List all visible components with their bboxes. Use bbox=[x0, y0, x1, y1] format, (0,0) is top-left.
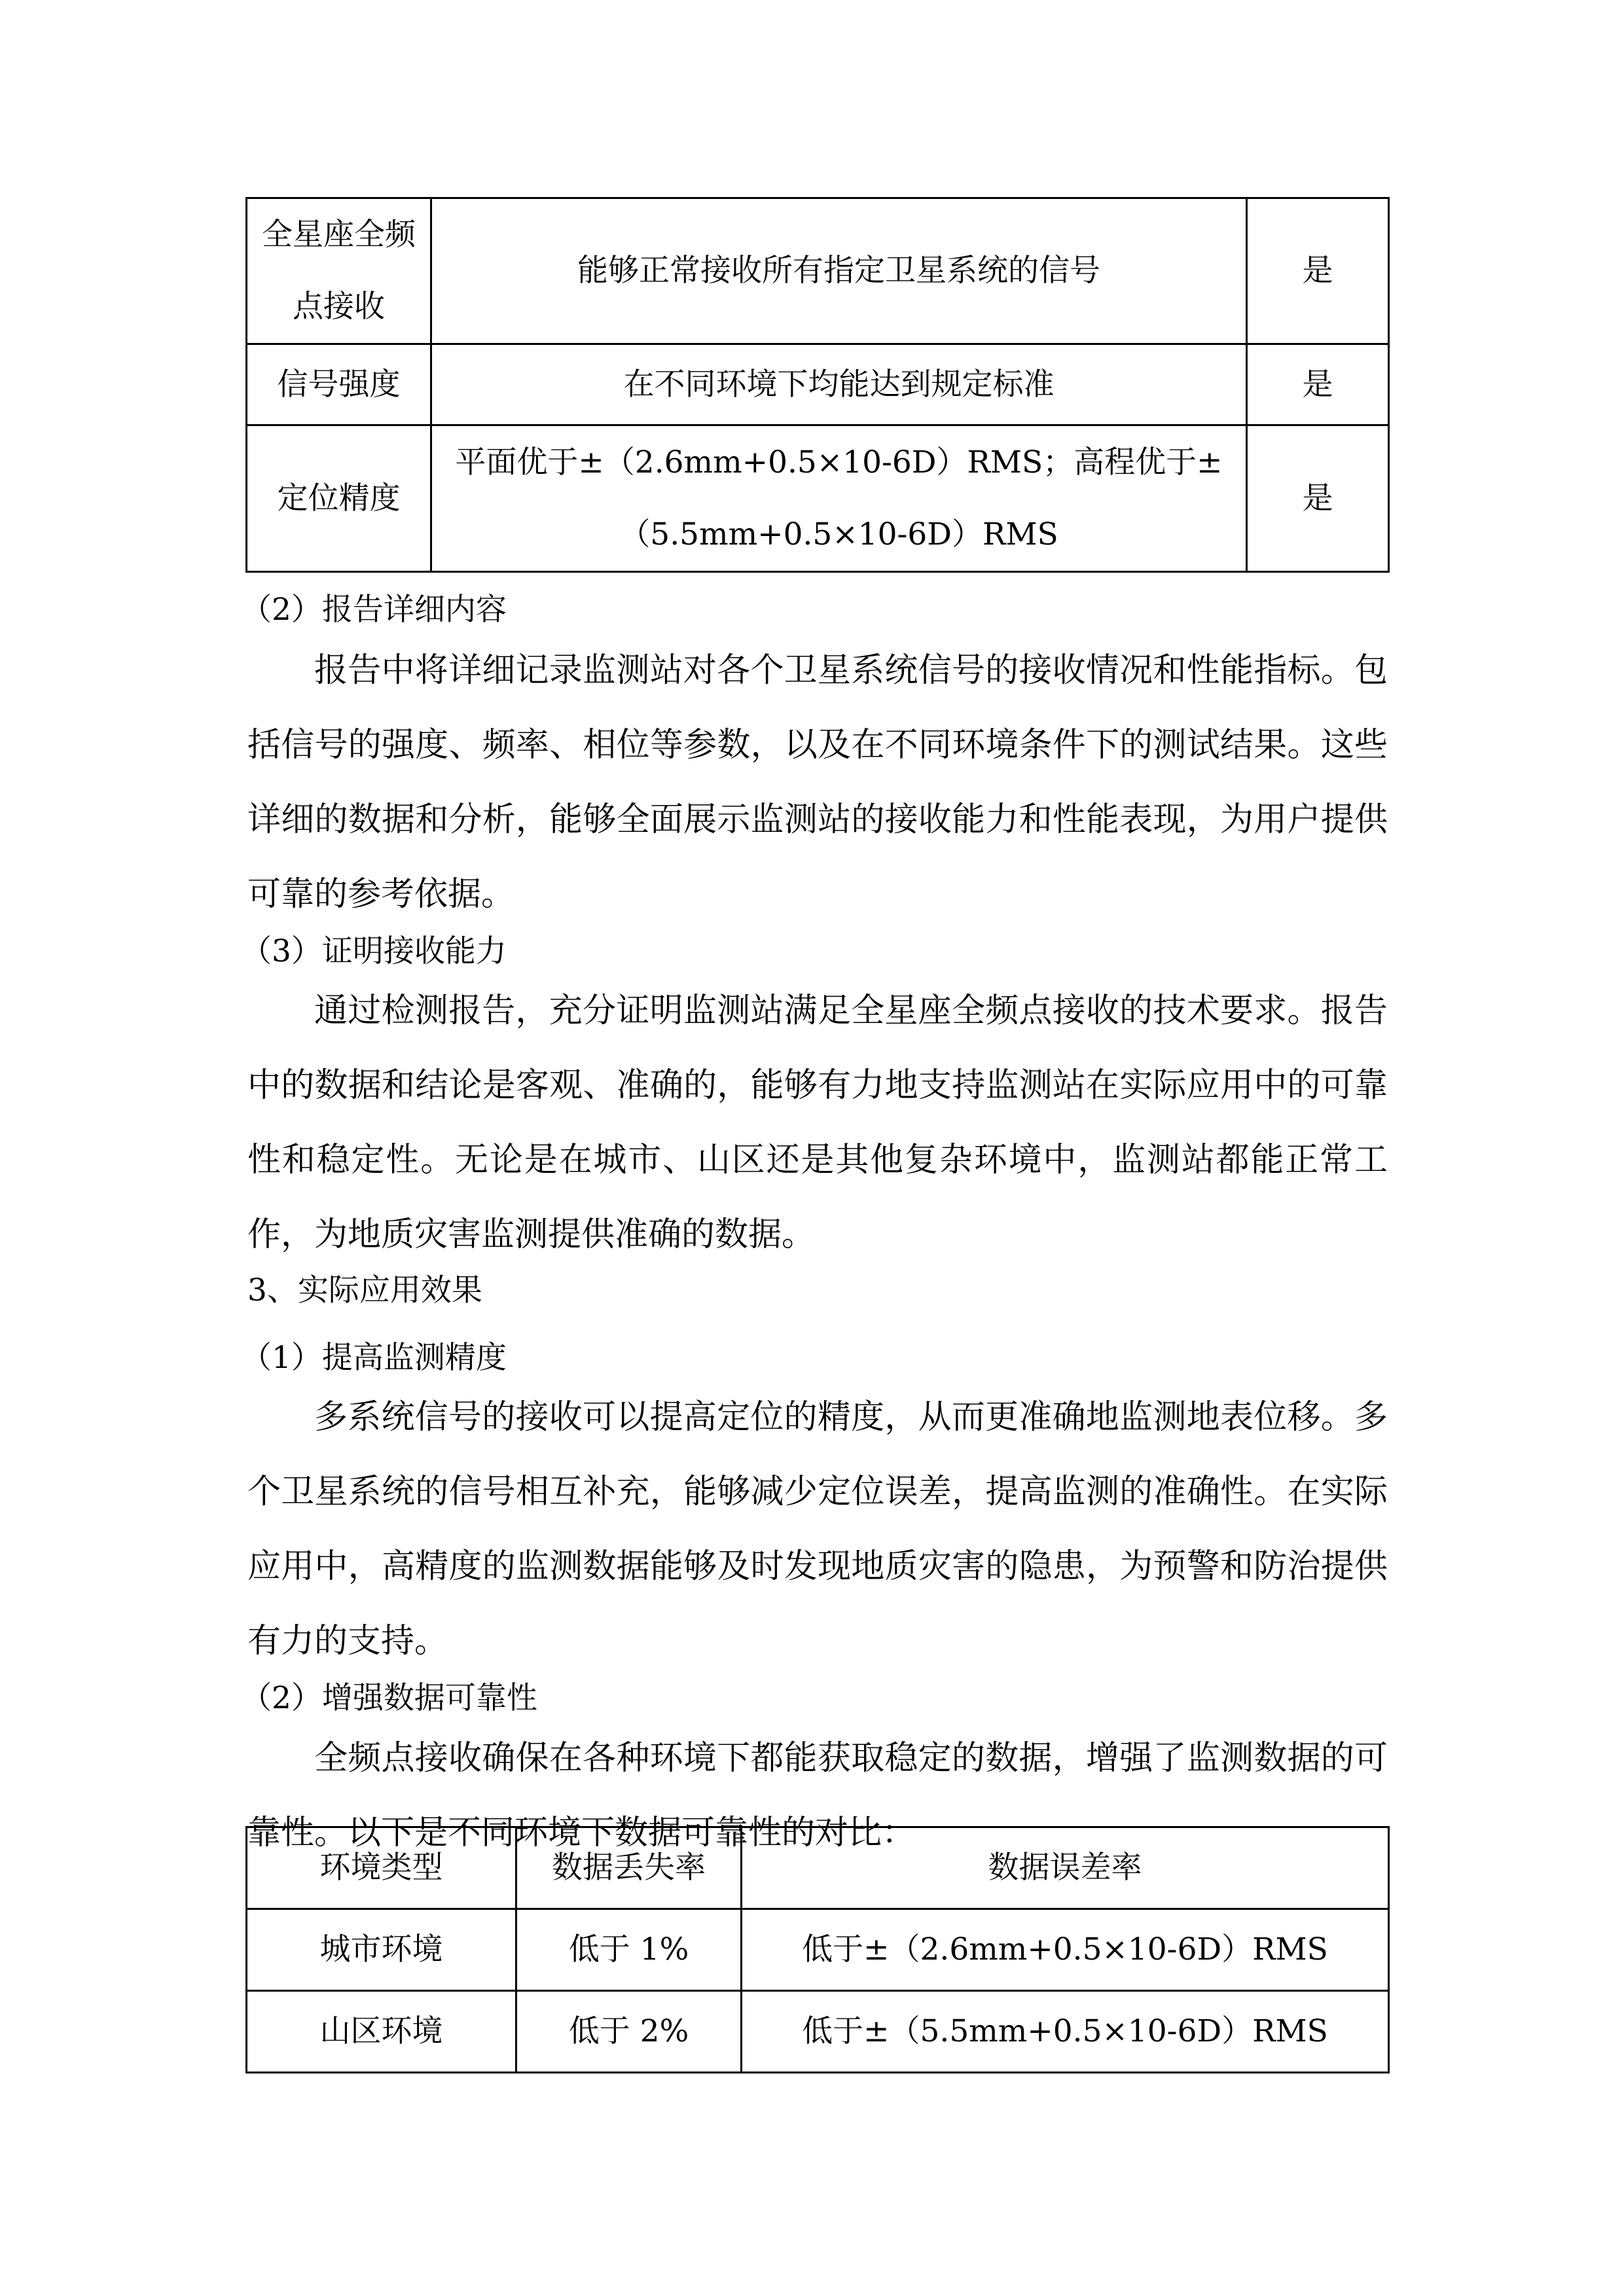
table-header-cell: 环境类型 bbox=[247, 1827, 516, 1909]
table-cell: 低于 2% bbox=[516, 1991, 742, 2073]
table-cell-item bbox=[247, 198, 431, 344]
table-cell-description bbox=[431, 198, 1247, 344]
table-cell: 山区环境 bbox=[247, 1991, 516, 2073]
table-cell: 低于±（2.6mm+0.5×10-6D）RMS bbox=[742, 1909, 1389, 1991]
section-body-precision bbox=[247, 1380, 1388, 1679]
section-body-report-detail bbox=[247, 634, 1388, 932]
table-cell-description bbox=[431, 425, 1247, 572]
section-heading-reliability: （2）增强数据可靠性 bbox=[241, 1680, 537, 1716]
reliability-comparison-table bbox=[245, 1826, 1390, 2073]
cell-line: （5.5mm+0.5×10-6D）RMS bbox=[619, 516, 1058, 552]
section-heading-application: 3、实际应用效果 bbox=[247, 1272, 482, 1308]
test-results-table bbox=[245, 197, 1390, 573]
cell-line: 定位精度 bbox=[277, 480, 401, 516]
section-heading-precision: （1）提高监测精度 bbox=[241, 1340, 507, 1376]
paragraph: 通过检测报告，充分证明监测站满足全星座全频点接收的技术要求。报告中的数据和结论是客观、准确的，能够有力地支持监测站在实际应用中的可靠性和稳定性。无论是在城市、山区还是其他复杂环境中，监测站都能正常工作，为地质灾害监测提供准确的数据。 bbox=[247, 992, 1388, 1254]
table-cell-item bbox=[247, 344, 431, 425]
cell-line: 在不同环境下均能达到规定标准 bbox=[623, 366, 1055, 403]
cell-line: 全星座全频 bbox=[262, 217, 416, 253]
table-cell-result: 是 bbox=[1247, 198, 1389, 344]
table-header-cell: 数据丢失率 bbox=[516, 1827, 742, 1909]
section-heading-proof: （3）证明接收能力 bbox=[241, 933, 507, 969]
table-cell: 低于 1% bbox=[516, 1909, 742, 1991]
section-body-proof bbox=[247, 974, 1388, 1272]
table-cell: 低于±（5.5mm+0.5×10-6D）RMS bbox=[742, 1991, 1389, 2073]
table-row bbox=[247, 198, 1389, 344]
cell-line: 信号强度 bbox=[277, 366, 401, 403]
cell-line: 点接收 bbox=[293, 289, 385, 325]
paragraph: 多系统信号的接收可以提高定位的精度，从而更准确地监测地表位移。多个卫星系统的信号相互补充，能够减少定位误差，提高监测的准确性。在实际应用中，高精度的监测数据能够及时发现地质灾害的隐患，为预警和防治提供有力的支持。 bbox=[247, 1398, 1388, 1660]
cell-line: 平面优于±（2.6mm+0.5×10-6D）RMS；高程优于± bbox=[455, 444, 1223, 480]
table-row bbox=[247, 425, 1389, 572]
table-header-row bbox=[247, 1827, 1389, 1909]
table-cell-item bbox=[247, 425, 431, 572]
paragraph: 全频点接收确保在各种环境下都能获取稳定的数据，增强了监测数据的可靠性。以下是不同环境下数据可靠性的对比： bbox=[247, 1739, 1388, 1852]
table-cell-result: 是 bbox=[1247, 425, 1389, 572]
table-row bbox=[247, 1991, 1389, 2073]
table-cell-result: 是 bbox=[1247, 344, 1389, 425]
paragraph: 报告中将详细记录监测站对各个卫星系统信号的接收情况和性能指标。包括信号的强度、频率、相位等参数，以及在不同环境条件下的测试结果。这些详细的数据和分析，能够全面展示监测站的接收能力和性能表现，为用户提供可靠的参考依据。 bbox=[247, 651, 1388, 914]
table-cell-description bbox=[431, 344, 1247, 425]
table-row bbox=[247, 1909, 1389, 1991]
section-heading-report-detail: （2）报告详细内容 bbox=[241, 592, 507, 628]
table-cell: 城市环境 bbox=[247, 1909, 516, 1991]
cell-line: 能够正常接收所有指定卫星系统的信号 bbox=[577, 253, 1100, 289]
table-row bbox=[247, 344, 1389, 425]
table-header-cell: 数据误差率 bbox=[742, 1827, 1389, 1909]
